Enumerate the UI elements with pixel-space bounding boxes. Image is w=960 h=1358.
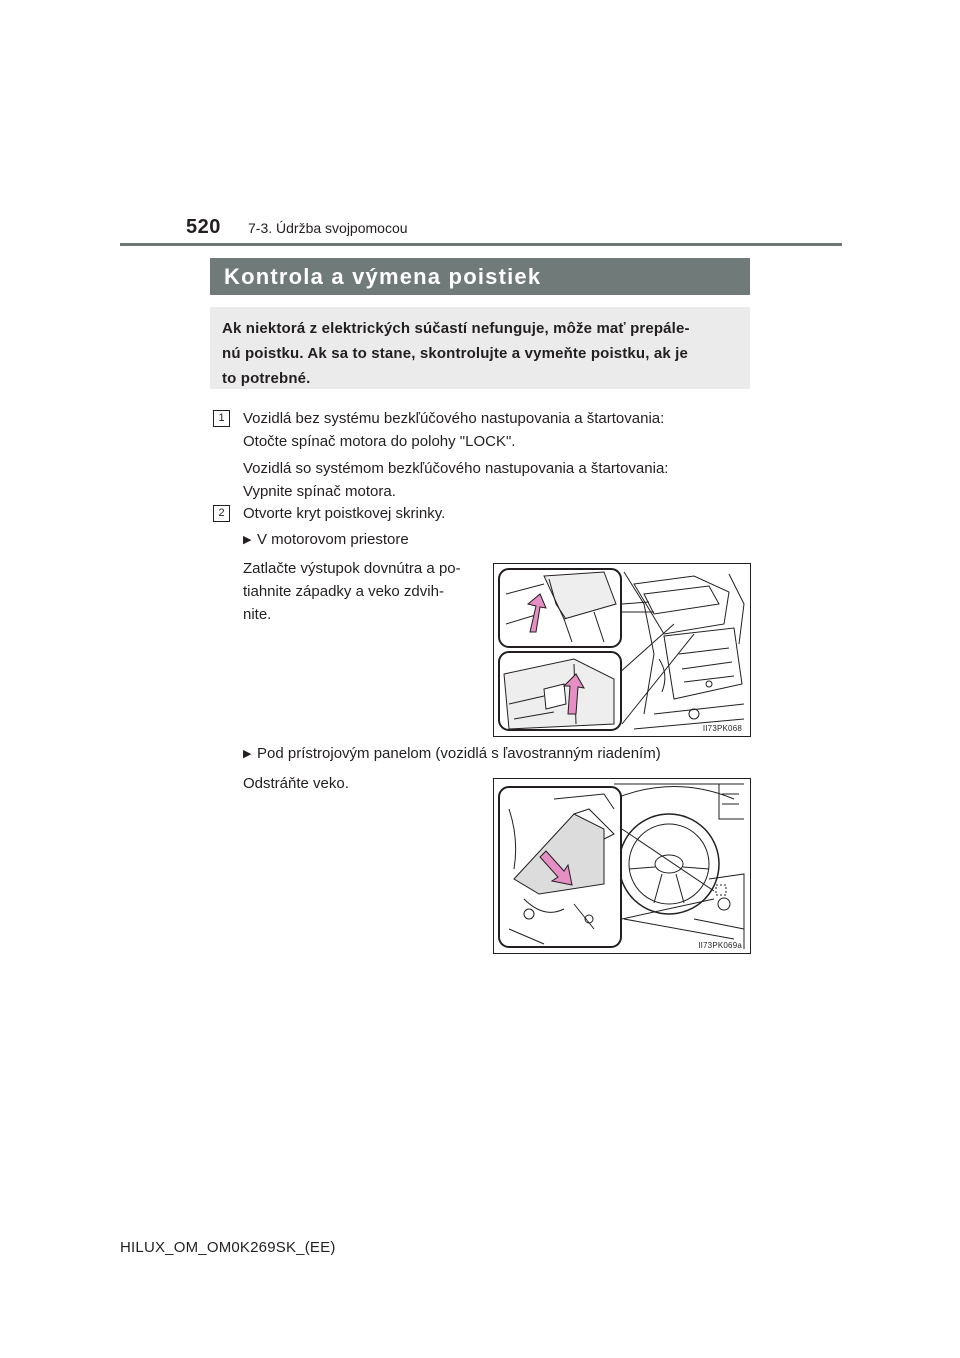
subsection-2-instruction: Odstráňte veko. xyxy=(243,775,349,792)
instruction-line: Zatlačte výstupok dovnútra a po- xyxy=(243,560,461,577)
section-label: 7-3. Údržba svojpomocou xyxy=(248,220,408,236)
step-2-text: Otvorte kryt poistkovej skrinky. xyxy=(243,505,446,522)
step-1-paragraph-a xyxy=(243,407,664,453)
figure-engine-fuse-box xyxy=(493,563,751,737)
step-badge-1: 1 xyxy=(213,410,230,427)
step-1-paragraph-b xyxy=(243,457,668,503)
intro-line: to potrebné. xyxy=(222,370,311,387)
subsection-bullet-dashboard xyxy=(243,743,661,765)
step-1-line: Vypnite spínač motora. xyxy=(243,483,396,500)
intro-box xyxy=(210,307,750,389)
subsection-1-instruction xyxy=(243,557,487,626)
step-1-line: Vozidlá so systémom bezkľúčového nastupovania a štartovania: xyxy=(243,460,669,477)
intro-line: nú poistku. Ak sa to stane, skontrolujte a vymeňte poistku, ak je xyxy=(222,345,688,362)
instruction-line: nite. xyxy=(243,606,272,623)
page-header xyxy=(120,212,842,248)
triangle-bullet-icon: ▶ xyxy=(243,748,252,760)
intro-line: Ak niektorá z elektrických súčastí nefunguje, môže mať prepále- xyxy=(222,320,690,337)
subsection-heading: V motorovom priestore xyxy=(257,531,409,548)
instruction-line: tiahnite západky a veko zdvih- xyxy=(243,583,444,600)
dashboard-fuse-cover-illustration xyxy=(494,779,750,953)
figure-code: II73PK068 xyxy=(702,724,742,733)
step-1-line: Otočte spínač motora do polohy "LOCK". xyxy=(243,433,516,450)
step-1-line: Vozidlá bez systému bezkľúčového nastupovania a štartovania: xyxy=(243,410,665,427)
header-rule xyxy=(120,243,842,246)
subsection-heading: Pod prístrojovým panelom (vozidlá s ľavostranným riadením) xyxy=(257,745,661,762)
page-number: 520 xyxy=(186,216,221,238)
page-title: Kontrola a výmena poistiek xyxy=(210,258,750,295)
document-footer: HILUX_OM_OM0K269SK_(EE) xyxy=(120,1239,336,1256)
subsection-bullet-engine xyxy=(243,529,409,551)
triangle-bullet-icon: ▶ xyxy=(243,534,252,546)
figure-dashboard-fuse-cover xyxy=(493,778,751,954)
step-badge-2: 2 xyxy=(213,505,230,522)
engine-fuse-box-illustration xyxy=(494,564,750,736)
figure-code: II73PK069a xyxy=(698,941,742,950)
